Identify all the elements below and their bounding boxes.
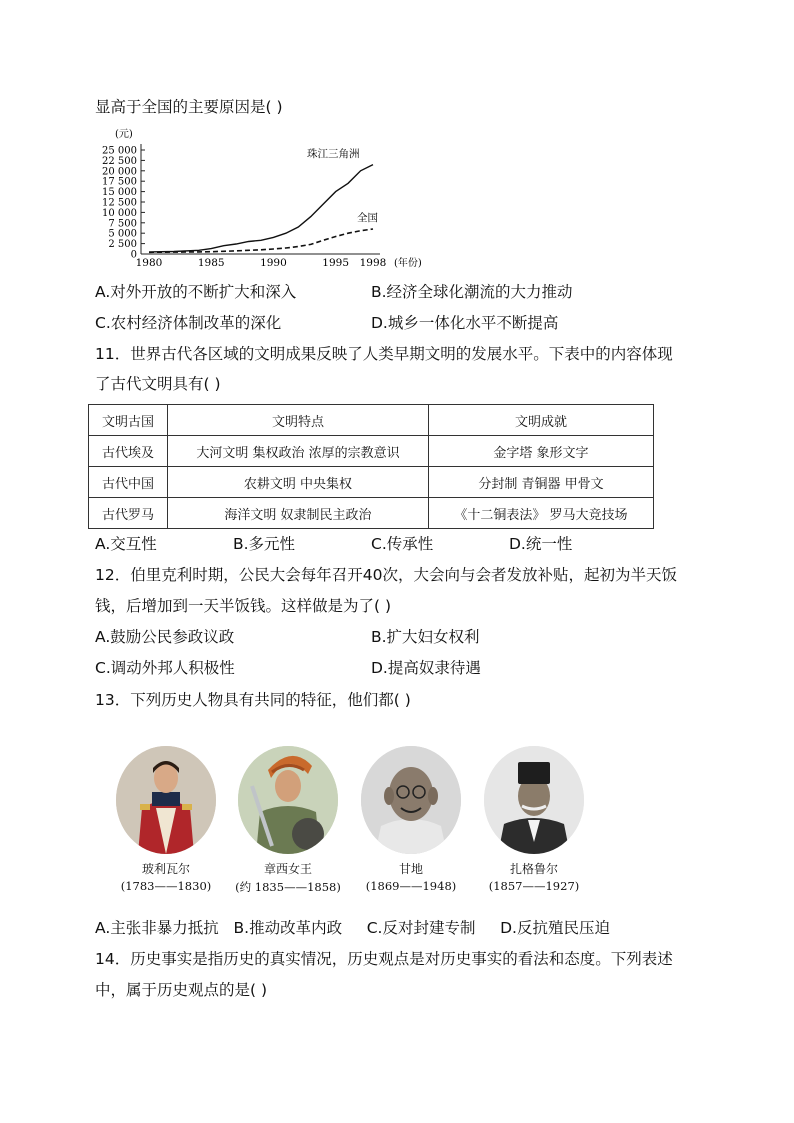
figure-dates: (约 1835——1858) [235, 880, 341, 894]
y-tick-label: 10 000 [102, 207, 137, 219]
table-cell: 大河文明 集权政治 浓厚的宗教意识 [168, 436, 429, 467]
q10-option-c[interactable]: C.农村经济体制改革的深化 [95, 314, 282, 332]
table-header-cell: 文明古国 [89, 405, 168, 436]
q10-option-d[interactable]: D.城乡一体化水平不断提高 [371, 314, 559, 332]
q11-option-b[interactable]: B.多元性 [233, 535, 296, 553]
table-cell: 古代中国 [89, 467, 168, 498]
y-tick-label: 17 500 [102, 176, 137, 188]
figure-name: 扎格鲁尔 [509, 862, 558, 876]
x-tick-label: 1985 [197, 257, 225, 269]
figure-name: 甘地 [398, 862, 423, 876]
series-label-zhujiang: 珠江三角洲 [307, 148, 360, 160]
table-header-cell: 文明特点 [168, 405, 429, 436]
q12-option-c[interactable]: C.调动外邦人积极性 [95, 659, 235, 677]
y-tick-label: 25 000 [102, 145, 137, 157]
q11-stem-line2: 了古代文明具有( ) [95, 375, 221, 393]
q12-stem-line2: 钱，后增加到一天半饭钱。这样做是为了( ) [95, 597, 392, 615]
table-cell: 古代埃及 [89, 436, 168, 467]
q10-stem: 显高于全国的主要原因是( ) [95, 98, 283, 116]
table-cell: 海洋文明 奴隶制民主政治 [168, 498, 429, 529]
q12-option-d[interactable]: D.提高奴隶待遇 [371, 659, 481, 677]
y-axis-unit: (元) [115, 129, 133, 140]
q12-option-a[interactable]: A.鼓励公民参政议政 [95, 628, 235, 646]
table-cell: 《十二铜表法》 罗马大竞技场 [429, 498, 654, 529]
series-label-quanguo: 全国 [357, 212, 378, 224]
table-row [89, 467, 654, 498]
table-row [89, 436, 654, 467]
q12-stem-line1: 12．伯里克利时期，公民大会每年召开40次，大会向与会者发放补贴，起初为半天饭 [95, 566, 677, 584]
q14-stem-line2: 中，属于历史观点的是( ) [95, 981, 268, 999]
table-header-cell: 文明成就 [429, 405, 654, 436]
figure-name: 玻利瓦尔 [141, 862, 190, 876]
figure-dates: (1783——1830) [120, 879, 212, 893]
y-tick-label: 0 [130, 249, 137, 261]
q10-option-a[interactable]: A.对外开放的不断扩大和深入 [95, 283, 297, 301]
portrait-zaghlul [484, 746, 584, 854]
q11-stem-line1: 11．世界古代各区域的文明成果反映了人类早期文明的发展水平。下表中的内容体现 [95, 345, 673, 363]
x-tick-label: 1990 [260, 257, 287, 269]
figure-dates: (1869——1948) [365, 879, 457, 893]
table-header-row [89, 405, 654, 436]
table-row [89, 498, 654, 529]
series-line-zhujiang [149, 165, 373, 252]
y-tick-label: 2 500 [108, 239, 137, 251]
q10-option-b[interactable]: B.经济全球化潮流的大力推动 [371, 283, 573, 301]
y-tick-label: 5 000 [108, 228, 137, 240]
table-cell: 农耕文明 中央集权 [168, 467, 429, 498]
portrait-rani [238, 746, 338, 854]
y-tick-label: 20 000 [102, 166, 137, 178]
portrait-bolivar [116, 746, 216, 854]
y-tick-label: 12 500 [102, 197, 137, 209]
y-tick-label: 15 000 [102, 187, 137, 199]
y-tick-label: 7 500 [108, 218, 137, 230]
q12-option-b[interactable]: B.扩大妇女权利 [371, 628, 480, 646]
q11-option-c[interactable]: C.传承性 [371, 535, 434, 553]
q11-option-a[interactable]: A.交互性 [95, 535, 157, 553]
q13-options[interactable]: A.主张非暴力抵抗 B.推动改革内政 C.反对封建专制 D.反抗殖民压迫 [95, 919, 610, 937]
q13-stem: 13．下列历史人物具有共同的特征，他们都( ) [95, 691, 411, 709]
q11-option-d[interactable]: D.统一性 [509, 535, 573, 553]
table-cell: 金字塔 象形文字 [429, 436, 654, 467]
x-tick-label: 1980 [135, 257, 163, 269]
y-tick-label: 22 500 [102, 155, 137, 167]
x-axis-unit: (年份) [394, 258, 422, 269]
figure-name: 章西女王 [263, 862, 312, 876]
table-cell: 分封制 青铜器 甲骨文 [429, 467, 654, 498]
income-line-chart [95, 124, 440, 272]
civilization-table [88, 404, 654, 529]
portrait-gandhi [361, 746, 461, 854]
table-cell: 古代罗马 [89, 498, 168, 529]
x-tick-label: 1995 [322, 257, 350, 269]
figure-dates: (1857——1927) [488, 879, 580, 893]
x-tick-label: 1998 [359, 257, 387, 269]
q14-stem-line1: 14．历史事实是指历史的真实情况，历史观点是对历史事实的看法和态度。下列表述 [95, 950, 673, 968]
